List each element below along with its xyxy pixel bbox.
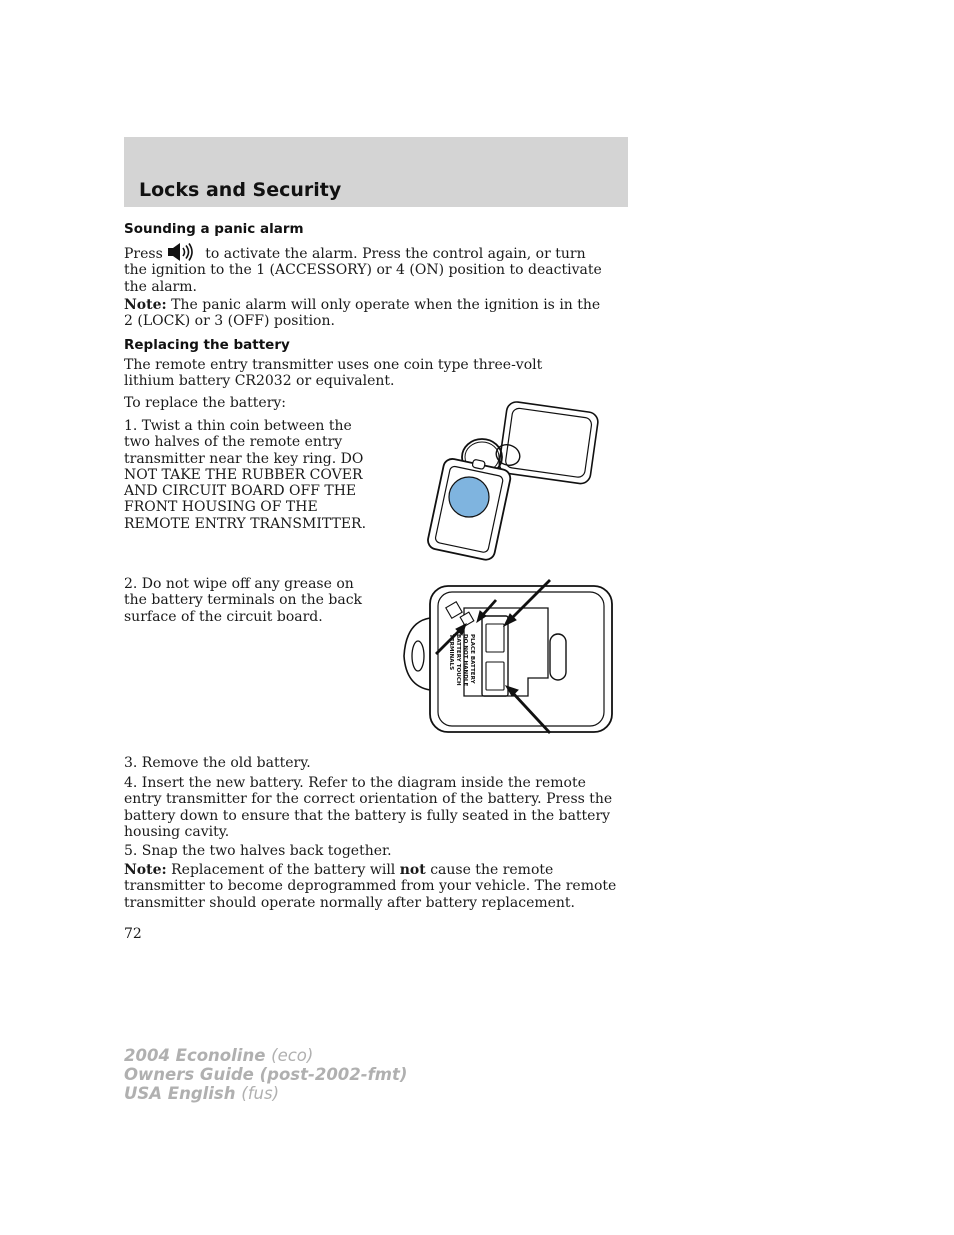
step-1: 1. Twist a thin coin between the two halves of the remote entry transmitter near the key ring. DO NOT TAKE THE RUBBER COVER AND CIRCUIT BOARD OFF THE FRONT HOUSING OF THE REMOTE ENTRY TRANSMITTER.	[124, 418, 367, 532]
battery-note-text-b: cause the remote transmitter to become deprogrammed from your vehicle. The remote transmitter should operate normally after battery replacement.	[124, 862, 617, 911]
panic-horn-icon	[167, 242, 195, 262]
panic-alarm-paragraph	[124, 242, 604, 295]
section-header-band	[124, 137, 628, 207]
step-5: 5. Snap the two halves back together.	[124, 843, 392, 859]
panic-alarm-heading: Sounding a panic alarm	[124, 221, 304, 237]
battery-intro: The remote entry transmitter uses one coin type three-volt lithium battery CR2032 or equivalent.	[124, 357, 543, 390]
to-replace-text: To replace the battery:	[124, 395, 287, 411]
panic-note	[124, 297, 610, 330]
diagram-label-4: TERMINALS	[448, 634, 454, 671]
footer-line-3: USA English (fus)	[124, 1084, 280, 1103]
footer-line-2: Owners Guide (post-2002-fmt)	[124, 1065, 408, 1084]
battery-note-text-a: Replacement of the battery will	[171, 862, 396, 878]
transmitter-circuit-diagram	[400, 578, 616, 738]
panic-note-label: Note:	[124, 297, 167, 313]
page-number: 72	[124, 926, 142, 942]
battery-note	[124, 862, 624, 911]
coin-icon	[449, 477, 489, 517]
panic-note-text: The panic alarm will only operate when the ignition is in the 2 (LOCK) or 3 (OFF) position.	[124, 297, 601, 330]
section-title: Locks and Security	[139, 179, 342, 201]
diagram-label-3: BATTERY TOUCH	[455, 634, 461, 686]
step-3: 3. Remove the old battery.	[124, 755, 311, 771]
diagram-label-1: PLACE BATTERY	[469, 634, 475, 684]
footer-line-1: 2004 Econoline (eco)	[124, 1046, 314, 1065]
panic-alarm-text: to activate the alarm. Press the control again, or turn the ignition to the 1 (ACCESSORY) or 4 (ON) position to deactivate the alarm.	[124, 246, 602, 295]
press-word: Press	[124, 246, 163, 262]
battery-heading: Replacing the battery	[124, 337, 290, 353]
document-footer	[124, 1046, 407, 1103]
key-fob-illustration	[420, 395, 600, 565]
step-4: 4. Insert the new battery. Refer to the diagram inside the remote entry transmitter for the correct orientation of the battery. Press the battery down to ensure that the battery is fully seated in the battery housing cavity.	[124, 775, 613, 840]
step-2: 2. Do not wipe off any grease on the battery terminals on the back surface of the circuit board.	[124, 576, 363, 625]
battery-note-label: Note:	[124, 862, 167, 878]
battery-note-bold: not	[399, 862, 426, 878]
diagram-label-2: DO NOT HANDLE	[462, 634, 468, 687]
